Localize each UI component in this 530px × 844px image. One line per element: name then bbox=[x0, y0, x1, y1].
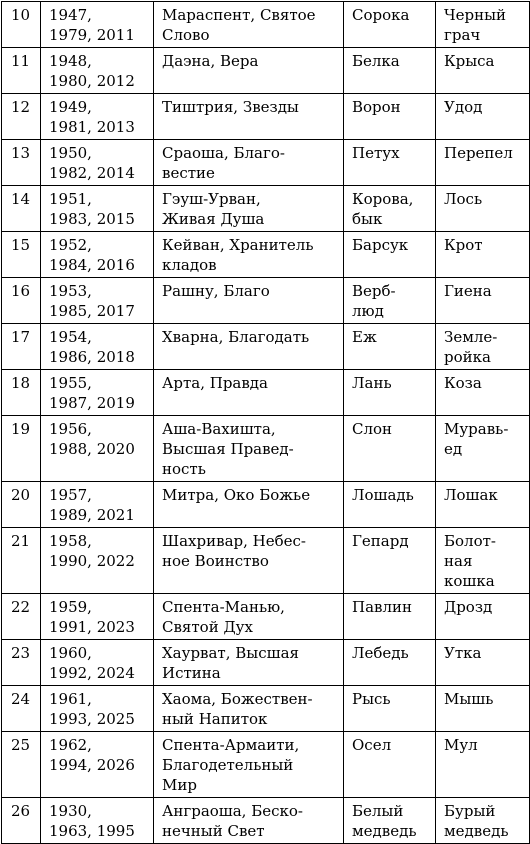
years-cell bbox=[41, 186, 154, 232]
anti-totem-cell-text: Удод bbox=[444, 98, 483, 116]
totem-animal-cell-text: Лебедь bbox=[352, 644, 409, 662]
years-cell-text: 1930, 1963, 1995 bbox=[49, 802, 135, 840]
anti-totem-cell-text: Муравь- ед bbox=[444, 420, 509, 458]
deity-cell bbox=[154, 94, 344, 140]
anti-totem-cell bbox=[436, 370, 530, 416]
totem-animal-cell bbox=[344, 482, 436, 528]
year-number-cell-text: 25 bbox=[11, 736, 31, 754]
year-number-cell-text: 17 bbox=[11, 328, 31, 346]
deity-cell bbox=[154, 140, 344, 186]
year-number-cell-text: 14 bbox=[11, 190, 31, 208]
year-number-cell bbox=[2, 2, 41, 48]
table-body bbox=[2, 2, 530, 844]
deity-cell bbox=[154, 2, 344, 48]
deity-cell bbox=[154, 186, 344, 232]
year-number-cell-text: 15 bbox=[11, 236, 31, 254]
anti-totem-cell bbox=[436, 324, 530, 370]
table-row bbox=[2, 686, 530, 732]
anti-totem-cell bbox=[436, 732, 530, 798]
table-row bbox=[2, 2, 530, 48]
years-cell-text: 1955, 1987, 2019 bbox=[49, 374, 135, 412]
deity-cell-text: Гэуш-Урван, Живая Душа bbox=[162, 190, 265, 228]
years-cell bbox=[41, 48, 154, 94]
year-number-cell bbox=[2, 324, 41, 370]
year-number-cell-text: 13 bbox=[11, 144, 31, 162]
year-number-cell bbox=[2, 528, 41, 594]
anti-totem-cell-text: Земле- ройка bbox=[444, 328, 498, 366]
anti-totem-cell bbox=[436, 94, 530, 140]
table-row bbox=[2, 640, 530, 686]
table-row bbox=[2, 732, 530, 798]
year-number-cell bbox=[2, 278, 41, 324]
deity-cell-text: Хварна, Благодать bbox=[162, 328, 310, 346]
year-number-cell-text: 24 bbox=[11, 690, 31, 708]
deity-cell-text: Хаома, Божествен- ный Напиток bbox=[162, 690, 313, 728]
totem-animal-cell-text: Белый медведь bbox=[352, 802, 417, 840]
table-row bbox=[2, 528, 530, 594]
deity-cell-text: Хаурват, Высшая Истина bbox=[162, 644, 299, 682]
totem-animal-cell bbox=[344, 2, 436, 48]
anti-totem-cell-text: Лось bbox=[444, 190, 483, 208]
deity-cell bbox=[154, 528, 344, 594]
deity-cell bbox=[154, 594, 344, 640]
anti-totem-cell-text: Утка bbox=[444, 644, 482, 662]
table-row bbox=[2, 370, 530, 416]
years-cell-text: 1959, 1991, 2023 bbox=[49, 598, 135, 636]
anti-totem-cell bbox=[436, 798, 530, 844]
totem-animal-cell bbox=[344, 94, 436, 140]
year-number-cell-text: 12 bbox=[11, 98, 31, 116]
anti-totem-cell-text: Дрозд bbox=[444, 598, 493, 616]
deity-cell-text: Митра, Око Божье bbox=[162, 486, 311, 504]
anti-totem-cell-text: Крот bbox=[444, 236, 483, 254]
deity-cell bbox=[154, 48, 344, 94]
totem-animal-cell-text: Корова, бык bbox=[352, 190, 414, 228]
totem-animal-cell-text: Петух bbox=[352, 144, 400, 162]
totem-animal-cell bbox=[344, 686, 436, 732]
totem-animal-cell bbox=[344, 140, 436, 186]
year-number-cell bbox=[2, 48, 41, 94]
years-cell-text: 1957, 1989, 2021 bbox=[49, 486, 135, 524]
year-number-cell bbox=[2, 416, 41, 482]
deity-cell-text: Шахривар, Небес- ное Воинство bbox=[162, 532, 306, 570]
years-cell bbox=[41, 94, 154, 140]
year-number-cell bbox=[2, 798, 41, 844]
anti-totem-cell-text: Мул bbox=[444, 736, 478, 754]
years-cell-text: 1950, 1982, 2014 bbox=[49, 144, 135, 182]
totem-animal-cell-text: Павлин bbox=[352, 598, 412, 616]
year-number-cell bbox=[2, 232, 41, 278]
years-cell-text: 1951, 1983, 2015 bbox=[49, 190, 135, 228]
anti-totem-cell bbox=[436, 186, 530, 232]
anti-totem-cell bbox=[436, 232, 530, 278]
deity-cell-text: Рашну, Благо bbox=[162, 282, 270, 300]
deity-cell bbox=[154, 482, 344, 528]
year-number-cell-text: 10 bbox=[11, 6, 31, 24]
deity-cell-text: Мараспент, Святое Слово bbox=[162, 6, 316, 44]
anti-totem-cell bbox=[436, 278, 530, 324]
year-number-cell-text: 16 bbox=[11, 282, 31, 300]
years-cell-text: 1953, 1985, 2017 bbox=[49, 282, 135, 320]
deity-cell-text: Арта, Правда bbox=[162, 374, 268, 392]
totem-animal-cell bbox=[344, 324, 436, 370]
deity-cell-text: Тиштрия, Звезды bbox=[162, 98, 299, 116]
totem-animal-cell-text: Рысь bbox=[352, 690, 391, 708]
years-cell bbox=[41, 798, 154, 844]
years-cell bbox=[41, 482, 154, 528]
years-cell bbox=[41, 528, 154, 594]
deity-cell-text: Даэна, Вера bbox=[162, 52, 259, 70]
deity-cell bbox=[154, 732, 344, 798]
deity-cell-text: Спента-Манью, Святой Дух bbox=[162, 598, 285, 636]
totem-animal-cell bbox=[344, 594, 436, 640]
anti-totem-cell-text: Гиена bbox=[444, 282, 492, 300]
table-row bbox=[2, 416, 530, 482]
totem-animal-cell bbox=[344, 416, 436, 482]
anti-totem-cell bbox=[436, 594, 530, 640]
years-cell bbox=[41, 140, 154, 186]
years-cell bbox=[41, 594, 154, 640]
years-cell-text: 1948, 1980, 2012 bbox=[49, 52, 135, 90]
table-row bbox=[2, 232, 530, 278]
anti-totem-cell bbox=[436, 48, 530, 94]
year-number-cell-text: 23 bbox=[11, 644, 31, 662]
years-cell-text: 1958, 1990, 2022 bbox=[49, 532, 135, 570]
table-row bbox=[2, 186, 530, 232]
year-number-cell bbox=[2, 140, 41, 186]
deity-cell-text: Аша-Вахишта, Высшая Правед- ность bbox=[162, 420, 294, 478]
year-number-cell-text: 21 bbox=[11, 532, 31, 550]
anti-totem-cell-text: Болот- ная кошка bbox=[444, 532, 496, 590]
totem-animal-cell-text: Верб- люд bbox=[352, 282, 396, 320]
year-number-cell-text: 11 bbox=[11, 52, 31, 70]
year-number-cell bbox=[2, 594, 41, 640]
totem-animal-cell bbox=[344, 48, 436, 94]
years-cell bbox=[41, 232, 154, 278]
anti-totem-cell bbox=[436, 640, 530, 686]
years-cell bbox=[41, 278, 154, 324]
anti-totem-cell bbox=[436, 2, 530, 48]
totem-animal-cell bbox=[344, 232, 436, 278]
deity-cell bbox=[154, 640, 344, 686]
totem-animal-cell bbox=[344, 732, 436, 798]
anti-totem-cell-text: Коза bbox=[444, 374, 482, 392]
totem-animal-cell bbox=[344, 528, 436, 594]
totem-animal-cell bbox=[344, 640, 436, 686]
years-cell-text: 1962, 1994, 2026 bbox=[49, 736, 135, 774]
totem-animal-cell bbox=[344, 278, 436, 324]
totem-animal-cell bbox=[344, 370, 436, 416]
totem-animal-cell-text: Ворон bbox=[352, 98, 401, 116]
anti-totem-cell bbox=[436, 140, 530, 186]
anti-totem-cell bbox=[436, 416, 530, 482]
deity-cell bbox=[154, 370, 344, 416]
year-number-cell-text: 18 bbox=[11, 374, 31, 392]
totem-animal-cell-text: Сорока bbox=[352, 6, 410, 24]
totem-animal-cell-text: Барсук bbox=[352, 236, 409, 254]
years-cell-text: 1952, 1984, 2016 bbox=[49, 236, 135, 274]
years-cell-text: 1961, 1993, 2025 bbox=[49, 690, 135, 728]
years-cell-text: 1954, 1986, 2018 bbox=[49, 328, 135, 366]
years-cell bbox=[41, 416, 154, 482]
years-cell-text: 1956, 1988, 2020 bbox=[49, 420, 135, 458]
deity-cell-text: Кейван, Хранитель кладов bbox=[162, 236, 314, 274]
anti-totem-cell-text: Бурый медведь bbox=[444, 802, 509, 840]
totem-animal-cell-text: Осел bbox=[352, 736, 392, 754]
table-row bbox=[2, 140, 530, 186]
totem-animal-cell-text: Гепард bbox=[352, 532, 409, 550]
deity-cell bbox=[154, 278, 344, 324]
table-row bbox=[2, 94, 530, 140]
years-cell bbox=[41, 2, 154, 48]
years-cell bbox=[41, 732, 154, 798]
years-cell-text: 1947, 1979, 2011 bbox=[49, 6, 135, 44]
year-number-cell bbox=[2, 370, 41, 416]
anti-totem-cell-text: Мышь bbox=[444, 690, 494, 708]
year-number-cell-text: 22 bbox=[11, 598, 31, 616]
anti-totem-cell bbox=[436, 686, 530, 732]
deity-cell-text: Спента-Армаити, Благодетельный Мир bbox=[162, 736, 300, 794]
deity-cell bbox=[154, 798, 344, 844]
year-number-cell-text: 19 bbox=[11, 420, 31, 438]
table-row bbox=[2, 278, 530, 324]
years-cell bbox=[41, 370, 154, 416]
year-number-cell bbox=[2, 482, 41, 528]
totem-animal-cell-text: Слон bbox=[352, 420, 393, 438]
totem-animal-cell bbox=[344, 186, 436, 232]
year-number-cell bbox=[2, 640, 41, 686]
year-number-cell bbox=[2, 686, 41, 732]
totem-animal-cell-text: Еж bbox=[352, 328, 377, 346]
year-number-cell bbox=[2, 94, 41, 140]
years-cell bbox=[41, 324, 154, 370]
table-row bbox=[2, 324, 530, 370]
totem-animal-cell-text: Лань bbox=[352, 374, 392, 392]
totem-animal-cell bbox=[344, 798, 436, 844]
deity-cell-text: Сраоша, Благо- вестие bbox=[162, 144, 285, 182]
anti-totem-cell bbox=[436, 528, 530, 594]
year-number-cell-text: 20 bbox=[11, 486, 31, 504]
years-cell-text: 1960, 1992, 2024 bbox=[49, 644, 135, 682]
deity-cell bbox=[154, 232, 344, 278]
anti-totem-cell-text: Черный грач bbox=[444, 6, 507, 44]
anti-totem-cell-text: Перепел bbox=[444, 144, 513, 162]
table-row bbox=[2, 594, 530, 640]
deity-cell bbox=[154, 416, 344, 482]
years-cell bbox=[41, 686, 154, 732]
anti-totem-cell-text: Крыса bbox=[444, 52, 495, 70]
years-cell-text: 1949, 1981, 2013 bbox=[49, 98, 135, 136]
year-number-cell bbox=[2, 732, 41, 798]
year-number-cell bbox=[2, 186, 41, 232]
years-cell bbox=[41, 640, 154, 686]
deity-cell bbox=[154, 324, 344, 370]
deity-cell-text: Анграоша, Беско- нечный Свет bbox=[162, 802, 303, 840]
anti-totem-cell bbox=[436, 482, 530, 528]
totem-animal-cell-text: Белка bbox=[352, 52, 400, 70]
deity-cell bbox=[154, 686, 344, 732]
zoroastrian-calendar-table bbox=[1, 1, 530, 844]
year-number-cell-text: 26 bbox=[11, 802, 31, 820]
table-row bbox=[2, 482, 530, 528]
table-row bbox=[2, 798, 530, 844]
table-row bbox=[2, 48, 530, 94]
anti-totem-cell-text: Лошак bbox=[444, 486, 498, 504]
totem-animal-cell-text: Лошадь bbox=[352, 486, 414, 504]
